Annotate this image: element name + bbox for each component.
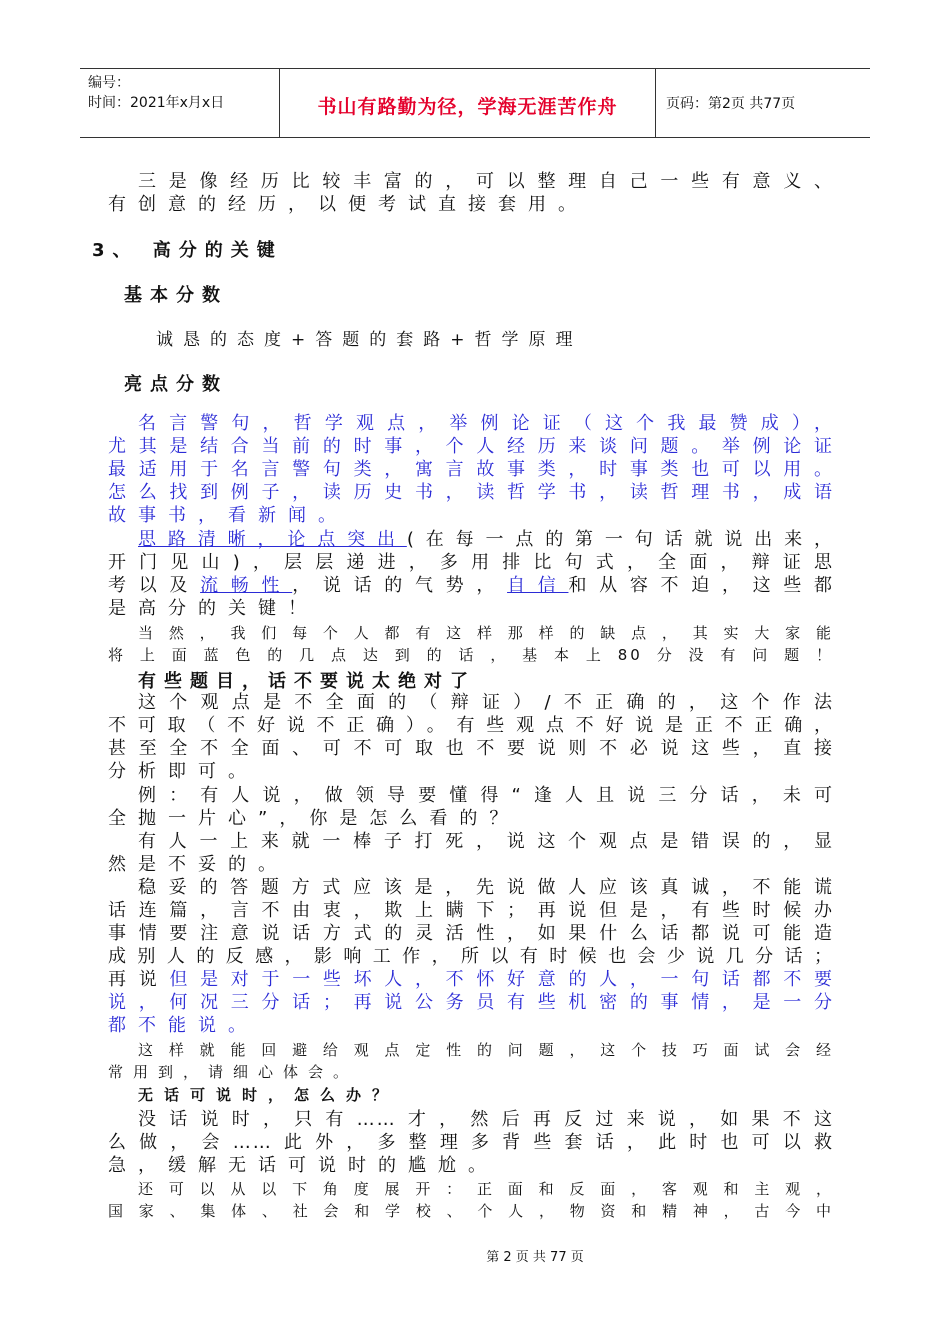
text-line: 怎么找到例子，读历史书，读哲学书，读哲理书，成语 xyxy=(108,482,834,503)
subtitle-dont-be-absolute: 有些题目，话不要说太绝对了 xyxy=(138,671,476,692)
text-line: 然是不妥的。 xyxy=(108,854,288,875)
basic-score-title: 基本分数 xyxy=(124,285,228,306)
text-line: 有人一上来就一棒子打死，说这个观点是错误的，显 xyxy=(138,831,834,852)
paragraph-example xyxy=(108,784,834,830)
text-line: 尤其是结合当前的时事，个人经历来谈问题。举例论证 xyxy=(108,436,834,457)
paragraph-wrong-answer xyxy=(108,830,834,876)
link-fluency[interactable]: 流畅性 xyxy=(200,575,293,596)
text-line: 么做，会……此外，多整理多背些套话，此时也可以救 xyxy=(108,1132,834,1153)
text-line: 这样就能回避给观点定性的问题，这个技巧面试会经 xyxy=(138,1041,834,1059)
paragraph-nothing-to-say xyxy=(108,1108,834,1177)
date-label: 时间：2021年x月x日 xyxy=(88,95,225,111)
subtitle-nothing-to-say: 无话可说时，怎么办？ xyxy=(138,1086,399,1104)
text-line: 当然，我们每个人都有这样那样的缺点，其实大家能 xyxy=(138,624,834,642)
section-title: 3、 高分的关键 xyxy=(92,240,283,261)
text-line: 这个观点是不全面的（辩证）/不正确的，这个作法 xyxy=(138,692,834,713)
text-line: 最适用于名言警句类，寓言故事类，时事类也可以用。 xyxy=(108,459,834,480)
text-line: 都不能说。 xyxy=(108,1015,258,1036)
text-line: 没话说时，只有……才，然后再反过来说，如果不这 xyxy=(138,1109,834,1130)
paragraph-angles xyxy=(108,1178,834,1222)
paragraph-blue-examples xyxy=(108,412,834,527)
header-left-cell xyxy=(80,69,280,137)
paragraph-clear-thinking xyxy=(108,528,834,620)
header-motto: 书山有路勤为径，学海无涯苦作舟 xyxy=(280,69,656,137)
text-line: 稳妥的答题方式应该是，先说做人应该真诚，不能谎 xyxy=(138,877,834,898)
link-confidence[interactable]: 自信 xyxy=(507,575,569,596)
text-line: 不可取（不好说不正确）。有些观点不好说是正不正确， xyxy=(108,715,834,736)
paragraph-stable-answer xyxy=(108,876,834,1037)
paragraph-experience xyxy=(108,170,834,216)
text-line: 说，何况三分话；再说公务员有些机密的事情，是一分 xyxy=(108,992,834,1013)
text-line: 急，缓解无话可说时的尴尬。 xyxy=(108,1155,498,1176)
text-line: 还可以从以下角度展开：正面和反面，客观和主观， xyxy=(138,1180,834,1198)
text-line: 成别人的反感，影响工作，所以有时候也会少说几分话； xyxy=(108,946,834,967)
paragraph-viewpoint xyxy=(108,691,834,783)
text-line: 名言警句，哲学观点，举例论证（这个我最赞成）， xyxy=(138,413,834,434)
link-clear-thinking[interactable]: 思路清晰，论点突出 xyxy=(138,529,407,550)
text-line: 思路清晰，论点突出(在每一点的第一句话就说出来， xyxy=(138,529,834,550)
text-line: 开门见山)，层层递进，多用排比句式，全面，辩证思 xyxy=(108,552,834,573)
page-footer: 第 2 页 共 77 页 xyxy=(486,1250,584,1265)
text-line: 甚至全不全面、可不可取也不要说则不必说这些，直接 xyxy=(108,738,834,759)
paragraph-avoid-defining xyxy=(108,1039,834,1083)
page-header xyxy=(80,68,870,138)
paragraph-of-course xyxy=(108,622,834,666)
text-line: 事情要注意说话方式的灵活性，如果什么话都说可能造 xyxy=(108,923,834,944)
text-line: 常用到，请细心体会。 xyxy=(108,1063,359,1081)
text-line: 国家、集体、社会和学校、个人，物资和精神，古今中 xyxy=(108,1202,834,1220)
text-line: 考以及流畅性，说话的气势，自信和从容不迫，这些都 xyxy=(108,575,834,596)
text-line: 是高分的关键！ xyxy=(108,598,318,619)
text-line: 有创意的经历，以便考试直接套用。 xyxy=(108,194,588,215)
text-line: 例：有人说，做领导要懂得“逢人且说三分话，未可 xyxy=(138,785,834,806)
text-line: 将上面蓝色的几点达到的话，基本上80分没有问题！ xyxy=(108,646,834,664)
serial-label: 编号： xyxy=(88,75,130,91)
text-line: 话连篇，言不由衷，欺上瞒下；再说但是，有些时候办 xyxy=(108,900,834,921)
text-line: 全抛一片心”，你是怎么看的？ xyxy=(108,808,520,829)
header-page-label: 页码：第2页 共77页 xyxy=(666,96,796,112)
highlight-score-title: 亮点分数 xyxy=(124,374,228,395)
text-line: 分析即可。 xyxy=(108,761,258,782)
basic-score-text: 诚恳的态度+答题的套路+哲学原理 xyxy=(156,330,583,350)
text-line: 再说但是对于一些坏人，不怀好意的人，一句话都不要 xyxy=(108,969,834,990)
text-line: 故事书，看新闻。 xyxy=(108,505,348,526)
text-line: 三是像经历比较丰富的，可以整理自己一些有意义、 xyxy=(138,171,834,192)
